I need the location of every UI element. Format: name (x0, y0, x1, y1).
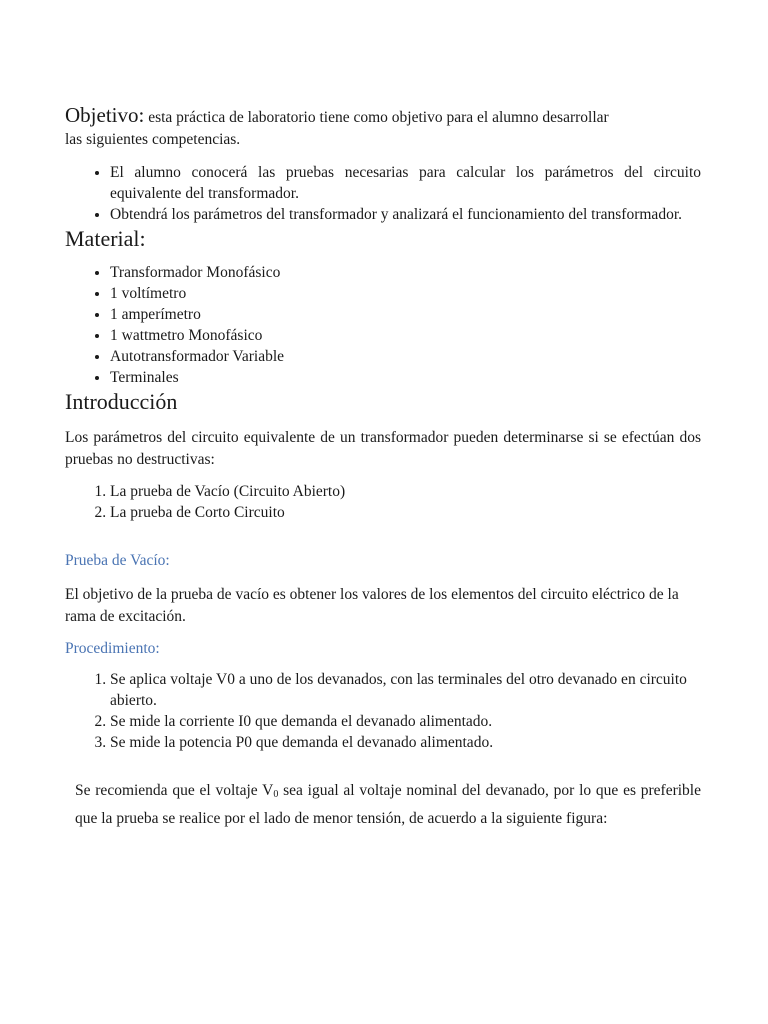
procedimiento-step: 2. Se mide la corriente I0 que demanda el devanado alimentado. (110, 711, 701, 732)
test-item: 1. La prueba de Vacío (Circuito Abierto) (110, 481, 701, 502)
objetivo-section (65, 104, 701, 225)
document-page (65, 100, 701, 831)
tests-list (65, 481, 701, 523)
introduccion-paragraph: Los parámetros del circuito equivalente de un transformador pueden determinarse si se efectúan dos pruebas no destructivas: (65, 429, 701, 468)
material-item: • Terminales (110, 367, 701, 388)
test-item: 2. La prueba de Corto Circuito (110, 502, 701, 523)
material-item: • 1 amperímetro (110, 304, 701, 325)
material-list (65, 262, 701, 388)
prueba-vacio-paragraph: El objetivo de la prueba de vacío es obtener los valores de los elementos del circuito eléctrico de la rama de excitación. (65, 586, 679, 625)
material-item: • 1 voltímetro (110, 283, 701, 304)
material-section (65, 225, 701, 388)
prueba-vacio-heading: Prueba de Vacío: (65, 552, 170, 569)
objetivo-text-line2: las siguientes competencias. (65, 131, 241, 148)
objetivo-bullet-list (65, 162, 701, 225)
material-item: • Transformador Monofásico (110, 262, 701, 283)
objetivo-bullet: • El alumno conocerá las pruebas necesarias para calcular los parámetros del circuito equivalente del transformador. (110, 162, 701, 204)
material-item: • 1 wattmetro Monofásico (110, 325, 701, 346)
recommendation-paragraph (75, 779, 701, 831)
introduccion-section (65, 388, 701, 523)
introduccion-heading: Introducción (65, 389, 178, 414)
recommendation-text-after: sea igual al voltaje nominal del devanado, por lo que es preferible que la prueba se realice por el lado de menor tensión, de acuerdo a la siguiente figura: (75, 782, 701, 827)
prueba-vacio-section (65, 550, 701, 831)
material-item: • Autotransformador Variable (110, 346, 701, 367)
procedimiento-steps (65, 669, 701, 753)
material-heading: Material: (65, 226, 146, 251)
objetivo-heading: Objetivo: (65, 103, 145, 127)
procedimiento-step: 3. Se mide la potencia P0 que demanda el devanado alimentado. (110, 732, 701, 753)
objetivo-text-line1: esta práctica de laboratorio tiene como objetivo para el alumno desarrollar (144, 109, 609, 126)
procedimiento-heading: Procedimiento: (65, 640, 160, 657)
voltage-subscript: 0 (273, 789, 279, 800)
objetivo-bullet: • Obtendrá los parámetros del transformador y analizará el funcionamiento del transformador. (110, 204, 701, 225)
procedimiento-step: 1. Se aplica voltaje V0 a uno de los devanados, con las terminales del otro devanado en circuito abierto. (110, 669, 701, 711)
recommendation-text-before: Se recomienda que el voltaje V (75, 782, 274, 799)
